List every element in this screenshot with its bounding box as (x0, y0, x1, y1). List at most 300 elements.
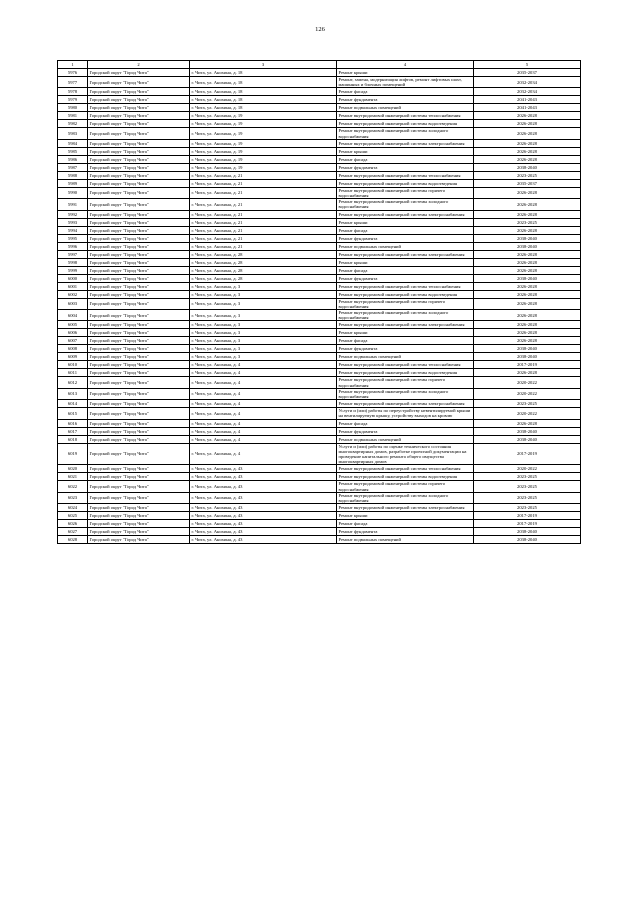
period-cell: 2020-2022 (474, 408, 581, 419)
municipality-cell: Городской округ "Город Чита" (88, 218, 190, 226)
address-cell: г. Чита, ул. Анохина, д. 21 (190, 242, 337, 250)
period-cell: 2020-2022 (474, 465, 581, 473)
municipality-cell: Городской округ "Город Чита" (88, 147, 190, 155)
period-cell: 2026-2028 (474, 120, 581, 128)
table-row (58, 528, 581, 536)
address-cell: г. Чита, ул. Анохина, д. 4 (190, 361, 337, 369)
row-number-cell: 5979 (58, 96, 88, 104)
address-cell: г. Чита, ул. Анохина, д. 21 (190, 210, 337, 218)
row-number-cell: 6023 (58, 492, 88, 503)
address-cell: г. Чита, ул. Анохина, д. 43 (190, 473, 337, 481)
row-number-cell: 5995 (58, 234, 88, 242)
table-row (58, 298, 581, 309)
row-number-cell: 5992 (58, 210, 88, 218)
municipality-cell: Городской округ "Город Чита" (88, 179, 190, 187)
municipality-cell: Городской округ "Город Чита" (88, 234, 190, 242)
period-cell: 2026-2028 (474, 266, 581, 274)
municipality-cell: Городской округ "Город Чита" (88, 226, 190, 234)
period-cell: 2038-2040 (474, 528, 581, 536)
work-type-cell: Ремонт внутридомовой инженерной системы водоотведения (337, 473, 474, 481)
work-type-cell: Ремонт фундамента (337, 96, 474, 104)
work-type-cell: Ремонт фундамента (337, 234, 474, 242)
work-type-cell: Ремонт фасада (337, 419, 474, 427)
period-cell: 2017-2019 (474, 361, 581, 369)
row-number-cell: 6028 (58, 536, 88, 544)
address-cell: г. Чита, ул. Анохина, д. 3 (190, 337, 337, 345)
page-number: 126 (315, 26, 325, 33)
row-number-cell: 6021 (58, 473, 88, 481)
work-type-cell: Ремонт фасада (337, 520, 474, 528)
address-cell: г. Чита, ул. Анохина, д. 21 (190, 218, 337, 226)
address-cell: г. Чита, ул. Анохина, д. 18 (190, 77, 337, 88)
work-type-cell: Ремонт фундамента (337, 163, 474, 171)
work-type-cell: Ремонт внутридомовой инженерной системы холодного водоснабжения (337, 310, 474, 321)
address-cell: г. Чита, ул. Анохина, д. 43 (190, 504, 337, 512)
municipality-cell: Городской округ "Город Чита" (88, 492, 190, 503)
work-type-cell: Ремонт внутридомовой инженерной системы теплоснабжения (337, 282, 474, 290)
table-row (58, 282, 581, 290)
municipality-cell: Городской округ "Город Чита" (88, 96, 190, 104)
table-row (58, 337, 581, 345)
address-cell: г. Чита, ул. Анохина, д. 28 (190, 250, 337, 258)
work-type-cell: Услуги и (или) работы по оценке технического состояния многоквартирных домов, разработке проектной документации на проведение капитального ремонта общего имущества многоквартирных домов (337, 443, 474, 465)
table-row (58, 329, 581, 337)
address-cell: г. Чита, ул. Анохина, д. 19 (190, 120, 337, 128)
address-cell: г. Чита, ул. Анохина, д. 3 (190, 353, 337, 361)
municipality-cell: Городской округ "Город Чита" (88, 298, 190, 309)
row-number-cell: 6019 (58, 443, 88, 465)
municipality-cell: Городской округ "Город Чита" (88, 512, 190, 520)
work-type-cell: Ремонт фундамента (337, 528, 474, 536)
row-number-cell: 6022 (58, 481, 88, 492)
municipality-cell: Городской округ "Город Чита" (88, 400, 190, 408)
municipality-cell: Городской округ "Город Чита" (88, 408, 190, 419)
address-cell: г. Чита, ул. Анохина, д. 43 (190, 492, 337, 503)
period-cell: 2026-2028 (474, 250, 581, 258)
work-type-cell: Ремонт внутридомовой инженерной системы электроснабжения (337, 250, 474, 258)
period-cell: 2023-2025 (474, 481, 581, 492)
municipality-cell: Городской округ "Город Чита" (88, 274, 190, 282)
table-row (58, 147, 581, 155)
table-row (58, 69, 581, 77)
period-cell: 2023-2025 (474, 504, 581, 512)
municipality-cell: Городской округ "Город Чита" (88, 520, 190, 528)
row-number-cell: 6013 (58, 388, 88, 399)
municipality-cell: Городской округ "Город Чита" (88, 345, 190, 353)
row-number-cell: 5986 (58, 155, 88, 163)
table-row (58, 427, 581, 435)
table-row (58, 353, 581, 361)
municipality-cell: Городской округ "Город Чита" (88, 88, 190, 96)
municipality-cell: Городской округ "Город Чита" (88, 266, 190, 274)
row-number-cell: 5984 (58, 139, 88, 147)
municipality-cell: Городской округ "Город Чита" (88, 337, 190, 345)
address-cell: г. Чита, ул. Анохина, д. 43 (190, 528, 337, 536)
table-row (58, 377, 581, 388)
row-number-cell: 6009 (58, 353, 88, 361)
work-type-cell: Ремонт крыши (337, 218, 474, 226)
table-row (58, 408, 581, 419)
period-cell: 2026-2028 (474, 226, 581, 234)
period-cell: 2020-2022 (474, 377, 581, 388)
row-number-cell: 5987 (58, 163, 88, 171)
period-cell: 2026-2028 (474, 155, 581, 163)
municipality-cell: Городской округ "Город Чита" (88, 290, 190, 298)
row-number-cell: 6016 (58, 419, 88, 427)
address-cell: г. Чита, ул. Анохина, д. 3 (190, 345, 337, 353)
municipality-cell: Городской округ "Город Чита" (88, 171, 190, 179)
table-row (58, 128, 581, 139)
capital-repair-table (57, 60, 581, 544)
address-cell: г. Чита, ул. Анохина, д. 4 (190, 443, 337, 465)
table-row (58, 536, 581, 544)
work-type-cell: Ремонт, замена, модернизация лифтов, ремонт лифтовых шахт, машинных и блочных помещений (337, 77, 474, 88)
address-cell: г. Чита, ул. Анохина, д. 4 (190, 427, 337, 435)
row-number-cell: 5990 (58, 187, 88, 198)
address-cell: г. Чита, ул. Анохина, д. 43 (190, 520, 337, 528)
work-type-cell: Ремонт внутридомовой инженерной системы теплоснабжения (337, 361, 474, 369)
address-cell: г. Чита, ул. Анохина, д. 28 (190, 274, 337, 282)
table-row (58, 473, 581, 481)
row-number-cell: 6020 (58, 465, 88, 473)
row-number-cell: 5993 (58, 218, 88, 226)
municipality-cell: Городской округ "Город Чита" (88, 210, 190, 218)
row-number-cell: 6012 (58, 377, 88, 388)
row-number-cell: 5976 (58, 69, 88, 77)
period-cell: 2017-2019 (474, 443, 581, 465)
row-number-cell: 6010 (58, 361, 88, 369)
table-row (58, 250, 581, 258)
table-row (58, 345, 581, 353)
address-cell: г. Чита, ул. Анохина, д. 21 (190, 199, 337, 210)
period-cell: 2026-2028 (474, 290, 581, 298)
municipality-cell: Городской округ "Город Чита" (88, 536, 190, 544)
municipality-cell: Городской округ "Город Чита" (88, 465, 190, 473)
work-type-cell: Ремонт крыши (337, 512, 474, 520)
period-cell: 2026-2028 (474, 419, 581, 427)
table-row (58, 465, 581, 473)
municipality-cell: Городской округ "Город Чита" (88, 242, 190, 250)
period-cell: 2038-2040 (474, 242, 581, 250)
work-type-cell: Ремонт внутридомовой инженерной системы горячего водоснабжения (337, 187, 474, 198)
table-row (58, 435, 581, 443)
table-header-row (58, 61, 581, 69)
municipality-cell: Городской округ "Город Чита" (88, 258, 190, 266)
row-number-cell: 6004 (58, 310, 88, 321)
row-number-cell: 5991 (58, 199, 88, 210)
address-cell: г. Чита, ул. Анохина, д. 21 (190, 226, 337, 234)
address-cell: г. Чита, ул. Анохина, д. 4 (190, 400, 337, 408)
address-cell: г. Чита, ул. Анохина, д. 19 (190, 155, 337, 163)
municipality-cell: Городской округ "Город Чита" (88, 139, 190, 147)
municipality-cell: Городской округ "Город Чита" (88, 69, 190, 77)
period-cell: 2026-2028 (474, 139, 581, 147)
address-cell: г. Чита, ул. Анохина, д. 4 (190, 377, 337, 388)
row-number-cell: 6024 (58, 504, 88, 512)
municipality-cell: Городской округ "Город Чита" (88, 435, 190, 443)
table-row (58, 520, 581, 528)
address-cell: г. Чита, ул. Анохина, д. 4 (190, 435, 337, 443)
address-cell: г. Чита, ул. Анохина, д. 43 (190, 512, 337, 520)
municipality-cell: Городской округ "Город Чита" (88, 250, 190, 258)
municipality-cell: Городской округ "Город Чита" (88, 163, 190, 171)
municipality-cell: Городской округ "Город Чита" (88, 353, 190, 361)
table-row (58, 443, 581, 465)
municipality-cell: Городской округ "Город Чита" (88, 419, 190, 427)
row-number-cell: 5997 (58, 250, 88, 258)
address-cell: г. Чита, ул. Анохина, д. 21 (190, 179, 337, 187)
row-number-cell: 6026 (58, 520, 88, 528)
row-number-cell: 6011 (58, 369, 88, 377)
row-number-cell: 5988 (58, 171, 88, 179)
period-cell: 2026-2028 (474, 210, 581, 218)
row-number-cell: 5999 (58, 266, 88, 274)
table-row (58, 388, 581, 399)
work-type-cell: Ремонт внутридомовой инженерной системы электроснабжения (337, 504, 474, 512)
period-cell: 2032-2034 (474, 77, 581, 88)
address-cell: г. Чита, ул. Анохина, д. 4 (190, 369, 337, 377)
table-row (58, 492, 581, 503)
work-type-cell: Ремонт внутридомовой инженерной системы электроснабжения (337, 321, 474, 329)
table-row (58, 242, 581, 250)
table-row (58, 218, 581, 226)
address-cell: г. Чита, ул. Анохина, д. 21 (190, 187, 337, 198)
table-row (58, 361, 581, 369)
row-number-cell: 6018 (58, 435, 88, 443)
row-number-cell: 5978 (58, 88, 88, 96)
work-type-cell: Ремонт фундамента (337, 427, 474, 435)
address-cell: г. Чита, ул. Анохина, д. 18 (190, 88, 337, 96)
work-type-cell: Ремонт крыши (337, 69, 474, 77)
work-type-cell: Ремонт внутридомовой инженерной системы электроснабжения (337, 139, 474, 147)
address-cell: г. Чита, ул. Анохина, д. 4 (190, 408, 337, 419)
table-row (58, 310, 581, 321)
period-cell: 2035-2037 (474, 179, 581, 187)
address-cell: г. Чита, ул. Анохина, д. 18 (190, 96, 337, 104)
municipality-cell: Городской округ "Город Чита" (88, 112, 190, 120)
municipality-cell: Городской округ "Город Чита" (88, 321, 190, 329)
row-number-cell: 6007 (58, 337, 88, 345)
work-type-cell: Ремонт фасада (337, 226, 474, 234)
period-cell: 2038-2040 (474, 435, 581, 443)
row-number-cell: 6017 (58, 427, 88, 435)
table-row (58, 155, 581, 163)
address-cell: г. Чита, ул. Анохина, д. 3 (190, 282, 337, 290)
table-row (58, 139, 581, 147)
row-number-cell: 6001 (58, 282, 88, 290)
work-type-cell: Ремонт подвальных помещений (337, 104, 474, 112)
address-cell: г. Чита, ул. Анохина, д. 21 (190, 234, 337, 242)
address-cell: г. Чита, ул. Анохина, д. 43 (190, 465, 337, 473)
table-row (58, 96, 581, 104)
row-number-cell: 6005 (58, 321, 88, 329)
row-number-cell: 5977 (58, 77, 88, 88)
column-header: 2 (88, 61, 190, 69)
work-type-cell: Ремонт внутридомовой инженерной системы теплоснабжения (337, 112, 474, 120)
table-row (58, 179, 581, 187)
municipality-cell: Городской округ "Город Чита" (88, 427, 190, 435)
table-row (58, 112, 581, 120)
address-cell: г. Чита, ул. Анохина, д. 3 (190, 310, 337, 321)
period-cell: 2023-2025 (474, 492, 581, 503)
period-cell: 2038-2040 (474, 427, 581, 435)
table-row (58, 274, 581, 282)
row-number-cell: 5996 (58, 242, 88, 250)
address-cell: г. Чита, ул. Анохина, д. 19 (190, 147, 337, 155)
work-type-cell: Ремонт подвальных помещений (337, 242, 474, 250)
municipality-cell: Городской округ "Город Чита" (88, 77, 190, 88)
work-type-cell: Ремонт фасада (337, 337, 474, 345)
work-type-cell: Ремонт фасада (337, 155, 474, 163)
municipality-cell: Городской округ "Город Чита" (88, 369, 190, 377)
period-cell: 2041-2043 (474, 104, 581, 112)
row-number-cell: 6003 (58, 298, 88, 309)
period-cell: 2032-2034 (474, 88, 581, 96)
row-number-cell: 5981 (58, 112, 88, 120)
row-number-cell: 6002 (58, 290, 88, 298)
table-row (58, 104, 581, 112)
table-row (58, 88, 581, 96)
period-cell: 2026-2028 (474, 258, 581, 266)
work-type-cell: Ремонт фасада (337, 266, 474, 274)
period-cell: 2038-2040 (474, 345, 581, 353)
municipality-cell: Городской округ "Город Чита" (88, 282, 190, 290)
municipality-cell: Городской округ "Город Чита" (88, 528, 190, 536)
municipality-cell: Городской округ "Город Чита" (88, 199, 190, 210)
table-row (58, 210, 581, 218)
period-cell: 2026-2028 (474, 329, 581, 337)
period-cell: 2020-2022 (474, 388, 581, 399)
municipality-cell: Городской округ "Город Чита" (88, 377, 190, 388)
table-row (58, 77, 581, 88)
period-cell: 2026-2028 (474, 337, 581, 345)
period-cell: 2041-2043 (474, 96, 581, 104)
work-type-cell: Ремонт внутридомовой инженерной системы горячего водоснабжения (337, 377, 474, 388)
row-number-cell: 6025 (58, 512, 88, 520)
work-type-cell: Ремонт внутридомовой инженерной системы холодного водоснабжения (337, 492, 474, 503)
work-type-cell: Ремонт подвальных помещений (337, 353, 474, 361)
period-cell: 2023-2025 (474, 473, 581, 481)
period-cell: 2017-2019 (474, 520, 581, 528)
table-row (58, 120, 581, 128)
address-cell: г. Чита, ул. Анохина, д. 19 (190, 139, 337, 147)
work-type-cell: Ремонт внутридомовой инженерной системы горячего водоснабжения (337, 481, 474, 492)
period-cell: 2023-2025 (474, 171, 581, 179)
municipality-cell: Городской округ "Город Чита" (88, 388, 190, 399)
period-cell: 2023-2025 (474, 400, 581, 408)
work-type-cell: Ремонт подвальных помещений (337, 536, 474, 544)
work-type-cell: Ремонт внутридомовой инженерной системы теплоснабжения (337, 465, 474, 473)
work-type-cell: Ремонт внутридомовой инженерной системы холодного водоснабжения (337, 199, 474, 210)
period-cell: 2026-2028 (474, 321, 581, 329)
period-cell: 2017-2019 (474, 512, 581, 520)
table-row (58, 321, 581, 329)
row-number-cell: 5994 (58, 226, 88, 234)
period-cell: 2023-2025 (474, 218, 581, 226)
address-cell: г. Чита, ул. Анохина, д. 28 (190, 258, 337, 266)
period-cell: 2038-2040 (474, 274, 581, 282)
period-cell: 2038-2040 (474, 536, 581, 544)
address-cell: г. Чита, ул. Анохина, д. 4 (190, 388, 337, 399)
row-number-cell: 5985 (58, 147, 88, 155)
address-cell: г. Чита, ул. Анохина, д. 3 (190, 329, 337, 337)
work-type-cell: Ремонт внутридомовой инженерной системы холодного водоснабжения (337, 388, 474, 399)
row-number-cell: 6008 (58, 345, 88, 353)
address-cell: г. Чита, ул. Анохина, д. 18 (190, 104, 337, 112)
table-body (58, 69, 581, 544)
table-row (58, 187, 581, 198)
table-row (58, 369, 581, 377)
work-type-cell: Ремонт внутридомовой инженерной системы водоотведения (337, 369, 474, 377)
work-type-cell: Ремонт фасада (337, 88, 474, 96)
column-header: 4 (337, 61, 474, 69)
table-row (58, 234, 581, 242)
work-type-cell: Услуги и (или) работы по переустройству невентилируемой крыши на вентилируемую крышу, устройству выходов на кровлю (337, 408, 474, 419)
row-number-cell: 6027 (58, 528, 88, 536)
address-cell: г. Чита, ул. Анохина, д. 19 (190, 112, 337, 120)
address-cell: г. Чита, ул. Анохина, д. 3 (190, 298, 337, 309)
period-cell: 2026-2028 (474, 128, 581, 139)
work-type-cell: Ремонт крыши (337, 329, 474, 337)
address-cell: г. Чита, ул. Анохина, д. 43 (190, 481, 337, 492)
row-number-cell: 5982 (58, 120, 88, 128)
municipality-cell: Городской округ "Город Чита" (88, 187, 190, 198)
row-number-cell: 6014 (58, 400, 88, 408)
period-cell: 2038-2040 (474, 353, 581, 361)
period-cell: 2038-2040 (474, 234, 581, 242)
address-cell: г. Чита, ул. Анохина, д. 3 (190, 290, 337, 298)
row-number-cell: 6000 (58, 274, 88, 282)
period-cell: 2038-2040 (474, 163, 581, 171)
work-type-cell: Ремонт внутридомовой инженерной системы водоотведения (337, 290, 474, 298)
period-cell: 2026-2028 (474, 310, 581, 321)
municipality-cell: Городской округ "Город Чита" (88, 310, 190, 321)
table-row (58, 258, 581, 266)
work-type-cell: Ремонт внутридомовой инженерной системы электроснабжения (337, 400, 474, 408)
row-number-cell: 5983 (58, 128, 88, 139)
table-row (58, 400, 581, 408)
address-cell: г. Чита, ул. Анохина, д. 28 (190, 266, 337, 274)
column-header: 5 (474, 61, 581, 69)
column-header: 1 (58, 61, 88, 69)
table-row (58, 419, 581, 427)
work-type-cell: Ремонт крыши (337, 147, 474, 155)
period-cell: 2026-2028 (474, 112, 581, 120)
municipality-cell: Городской округ "Город Чита" (88, 361, 190, 369)
address-cell: г. Чита, ул. Анохина, д. 43 (190, 536, 337, 544)
column-header: 3 (190, 61, 337, 69)
period-cell: 2026-2028 (474, 147, 581, 155)
municipality-cell: Городской округ "Город Чита" (88, 120, 190, 128)
work-type-cell: Ремонт внутридомовой инженерной системы холодного водоснабжения (337, 128, 474, 139)
address-cell: г. Чита, ул. Анохина, д. 3 (190, 321, 337, 329)
table-row (58, 266, 581, 274)
table-row (58, 171, 581, 179)
work-type-cell: Ремонт внутридомовой инженерной системы теплоснабжения (337, 171, 474, 179)
period-cell: 2026-2028 (474, 298, 581, 309)
work-type-cell: Ремонт фундамента (337, 274, 474, 282)
table-row (58, 226, 581, 234)
work-type-cell: Ремонт крыши (337, 258, 474, 266)
table-row (58, 163, 581, 171)
municipality-cell: Городской округ "Город Чита" (88, 443, 190, 465)
address-cell: г. Чита, ул. Анохина, д. 21 (190, 171, 337, 179)
row-number-cell: 5980 (58, 104, 88, 112)
municipality-cell: Городской округ "Город Чита" (88, 481, 190, 492)
work-type-cell: Ремонт подвальных помещений (337, 435, 474, 443)
municipality-cell: Городской округ "Город Чита" (88, 329, 190, 337)
municipality-cell: Городской округ "Город Чита" (88, 504, 190, 512)
